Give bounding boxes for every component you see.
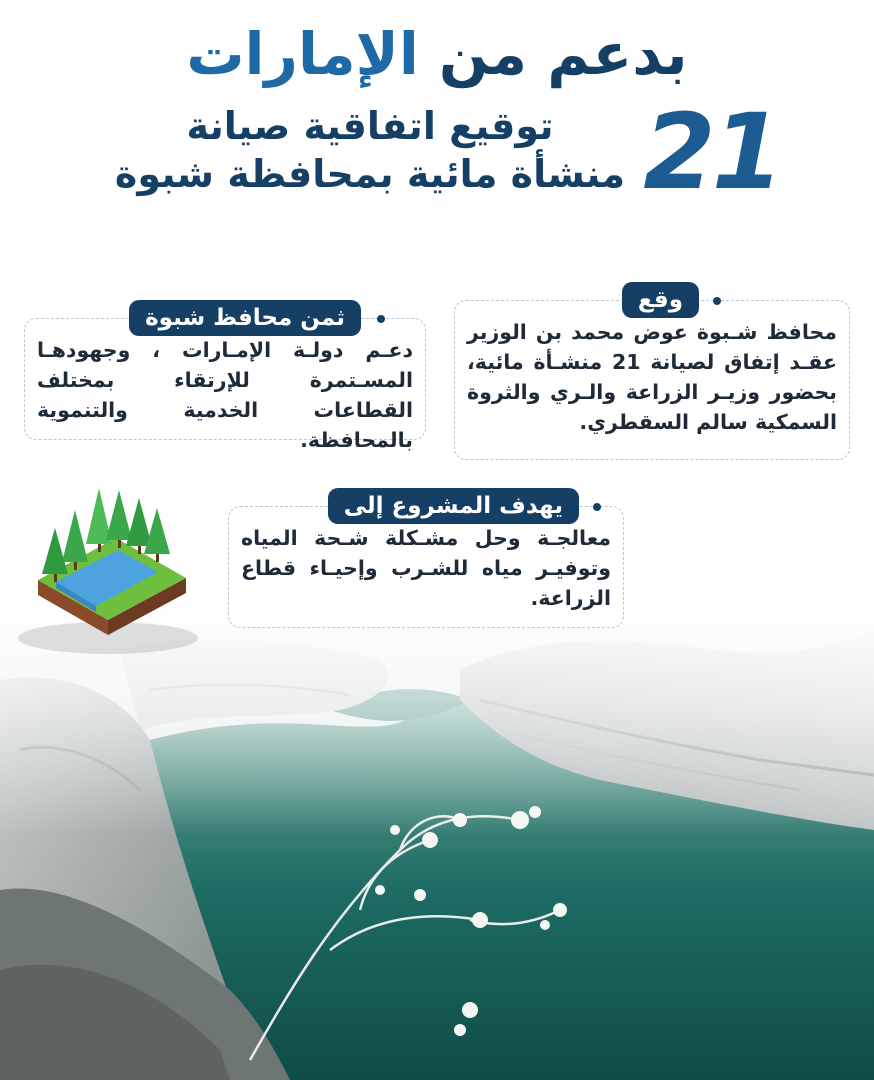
title-part-emirates: الإمارات bbox=[186, 20, 419, 88]
card-praised-text: دعـم دولـة الإمـارات ، وجهودهـا المسـتمرة للإرتقاء بمختلف القطاعات الخدمية والتنموية بالمحافظة. bbox=[37, 338, 413, 452]
card-goal-tag: يهدف المشروع إلى bbox=[328, 488, 579, 524]
facility-count: 21 bbox=[643, 91, 780, 213]
subtitle-line-1: توقيع اتفاقية صيانة bbox=[186, 104, 554, 148]
card-praised bbox=[24, 305, 426, 452]
card-praised-tag: ثمن محافظ شبوة bbox=[129, 300, 361, 336]
tag-dot bbox=[713, 297, 721, 305]
card-signed-text: محافظ شـبوة عوض محمد بن الوزير عقـد إتفاق لصيانة 21 منشـأة مائية، بحضور وزيـر الزراعة والـري والثروة السمكية سالم السقطري. bbox=[467, 320, 837, 434]
island-trees-water-icon bbox=[8, 470, 218, 660]
card-goal-text: معالجـة وحل مشـكلة شـحة المياه وتوفيـر مياه للشـرب وإحيـاء قطاع الزراعة. bbox=[241, 526, 611, 610]
card-signed-tag: وقع bbox=[622, 282, 699, 318]
subtitle-text bbox=[100, 102, 640, 198]
card-signed bbox=[454, 287, 850, 460]
page-title bbox=[0, 18, 874, 90]
title-part-support: بدعم من bbox=[438, 20, 688, 88]
card-goal bbox=[228, 493, 624, 628]
tag-dot bbox=[593, 503, 601, 511]
subtitle-block bbox=[100, 91, 780, 213]
tag-dot bbox=[377, 315, 385, 323]
subtitle-line-2: منشأة مائية بمحافظة شبوة bbox=[114, 152, 626, 196]
canyon-photo bbox=[0, 590, 874, 1080]
